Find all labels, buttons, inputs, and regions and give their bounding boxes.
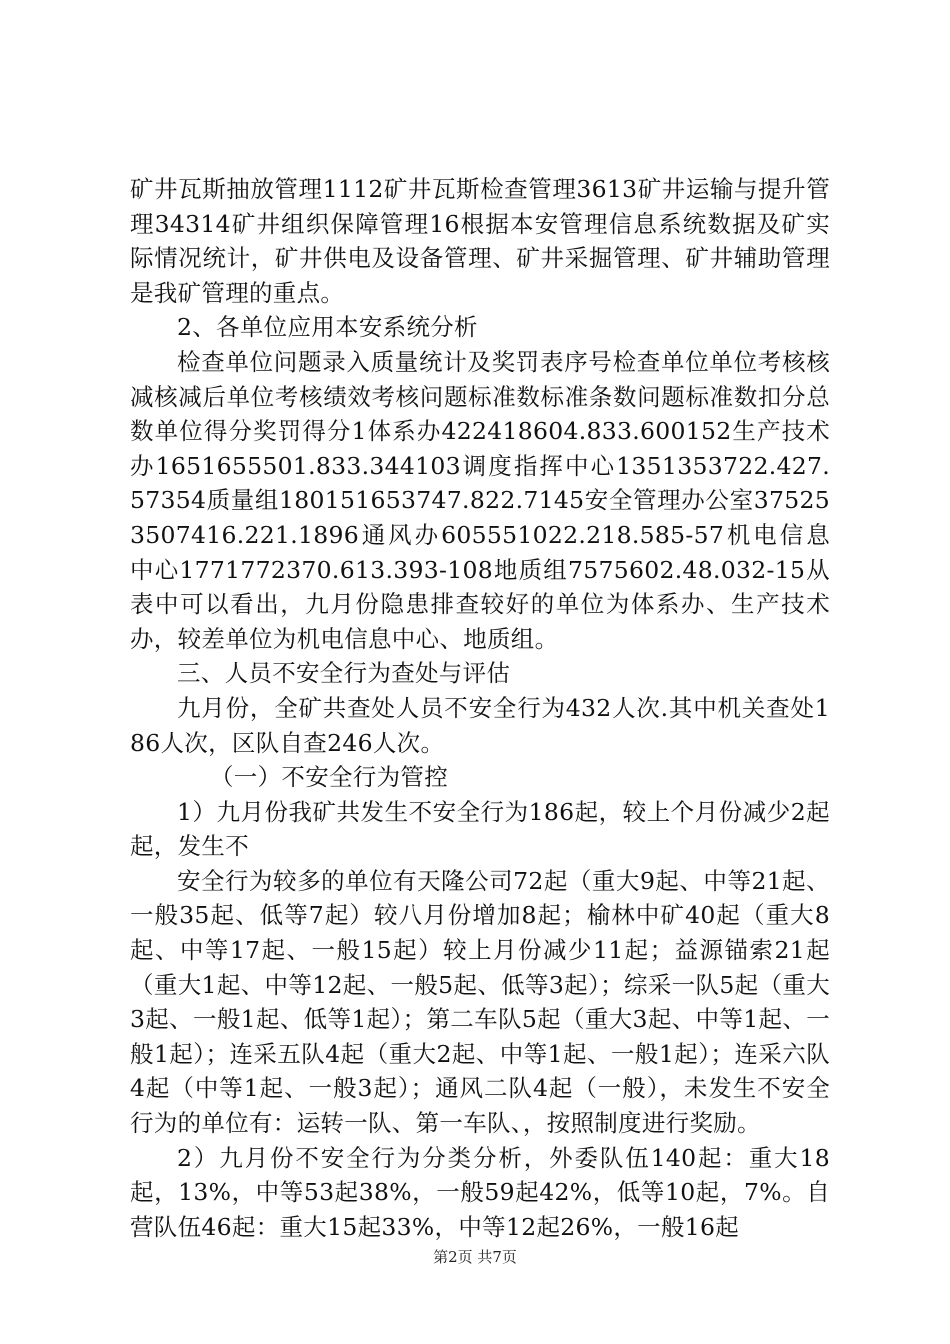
section-heading-unsafe-behavior: 三、人员不安全行为查处与评估 — [177, 659, 511, 688]
paragraph-item-1: 1）九月份我矿共发生不安全行为186起，较上个月份减少2起起，发生不 — [130, 797, 830, 861]
paragraph-unit-statistics: 检查单位问题录入质量统计及奖罚表序号检查单位单位考核核减核减后单位考核绩效考核问题标准数标准条数问题标准数扣分总数单位得分奖罚得分1体系办422418604.833.600152生产技术办1651655501.833.344103调度指挥中心1351353722.427.57354质量组180151653747.822.7145安全管理办公室375253507416.221.1896通风办605551022.218.585-57机电信息中心1771772370.613.393-108地质组7575602.48.032-15从表中可以看出，九月份隐患排查较好的单位为体系办、生产技术办，较差单位为机电信息中心、地质组。 — [130, 347, 830, 653]
paragraph-unit-details: 安全行为较多的单位有天隆公司72起（重大9起、中等21起、一般35起、低等7起）较八月份增加8起；榆林中矿40起（重大8起、中等17起、一般15起）较上月份减少11起；益源锚索21起（重大1起、中等12起、一般5起、低等3起）；综采一队5起（重大3起、一般1起、低等1起）；第二车队5起（重大3起、中等1起、一般1起）；连采五队4起（重大2起、中等1起、一般1起）；连采六队4起（中等1起、一般3起）；通风二队4起（一般），未发生不安全行为的单位有：运转一队、第一车队、，按照制度进行奖励。 — [130, 866, 830, 1138]
paragraph-september-summary: 九月份，全矿共查处人员不安全行为432人次.其中机关查处186人次，区队自查246人次。 — [130, 693, 830, 757]
subsection-heading-control: （一）不安全行为管控 — [210, 763, 448, 792]
paragraph-1: 矿井瓦斯抽放管理1112矿井瓦斯检查管理3613矿井运输与提升管理34314矿井组织保障管理16根据本安管理信息系统数据及矿实际情况统计，矿井供电及设备管理、矿井采掘管理、矿井辅助管理是我矿管理的重点。 — [130, 175, 830, 307]
page-number-footer: 第2页 共7页 — [433, 1248, 517, 1266]
section-heading-unit-analysis: 2、各单位应用本安系统分析 — [177, 313, 478, 342]
document-body — [130, 172, 830, 1244]
paragraph-item-2: 2）九月份不安全行为分类分析，外委队伍140起：重大18起，13%，中等53起38%，一般59起42%，低等10起，7%。自营队伍46起：重大15起33%，中等12起26%，一般16起 — [130, 1143, 830, 1241]
